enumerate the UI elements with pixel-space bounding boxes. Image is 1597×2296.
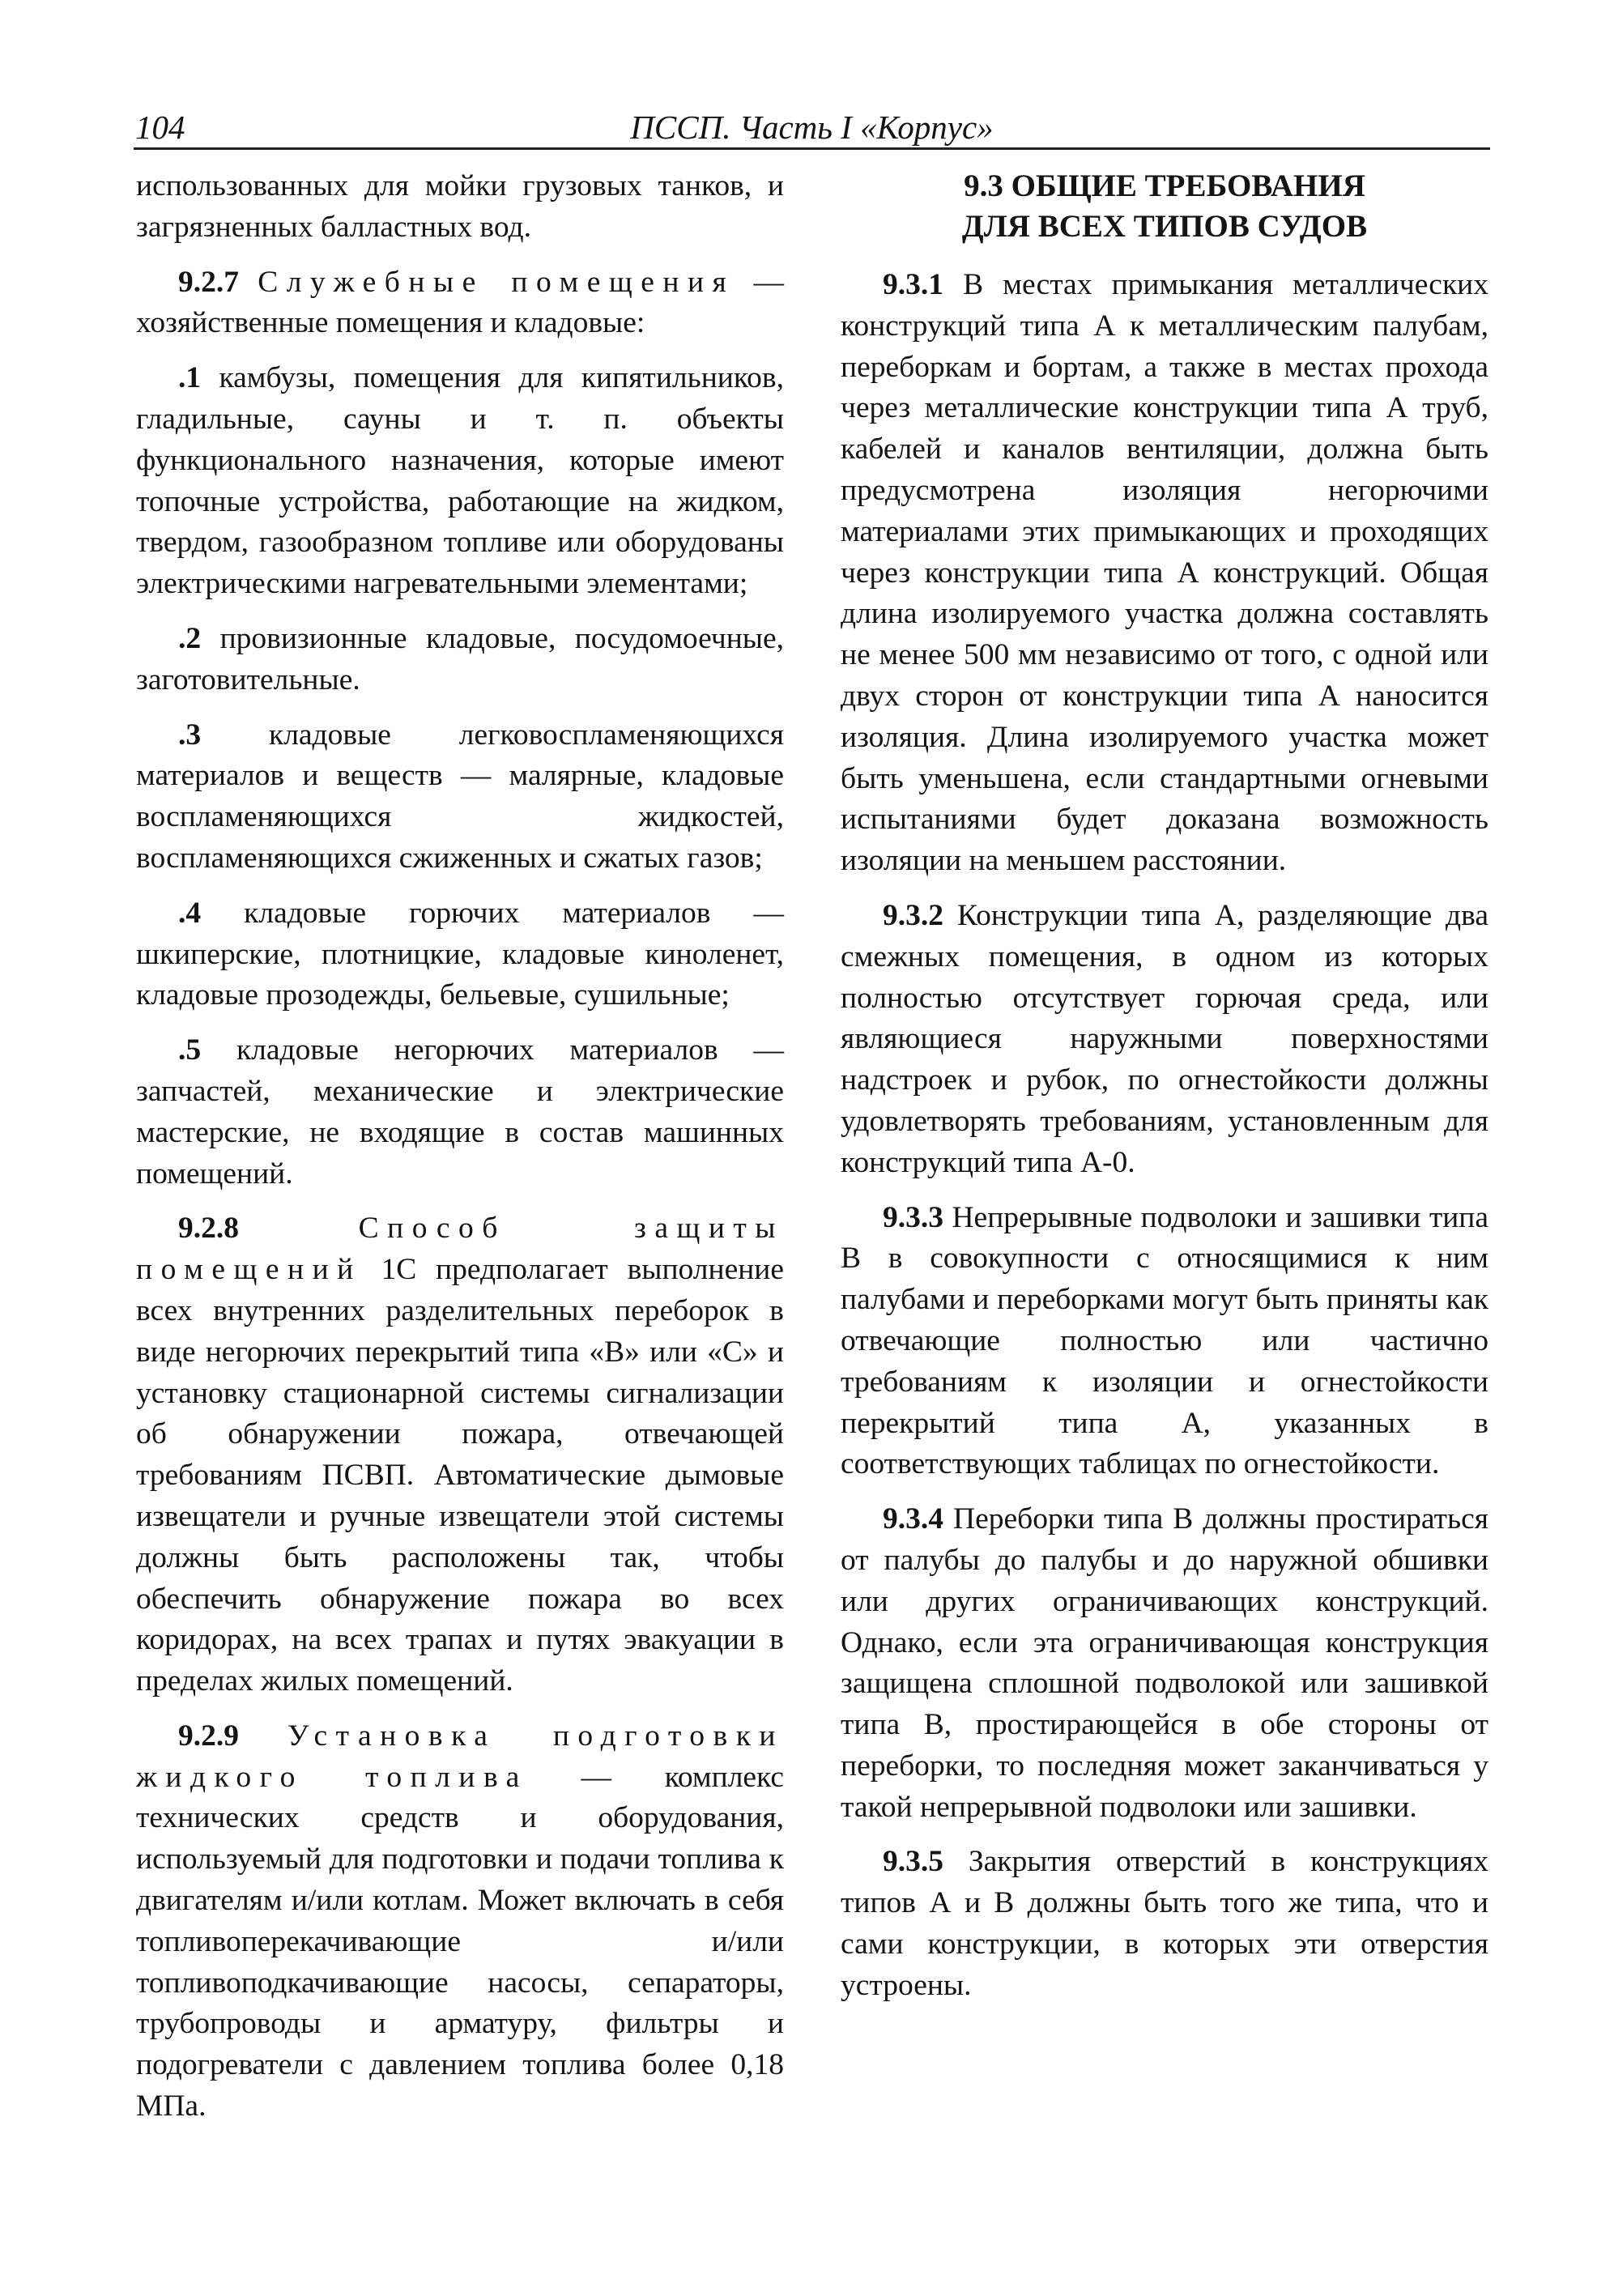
continued-paragraph: использованных для мойки грузовых танков, и загрязненных балластных вод. [136, 169, 784, 244]
list-item-3 [136, 715, 784, 880]
item-number: .1 [178, 361, 202, 395]
item-number: .4 [178, 896, 202, 930]
paragraph-number: 9.3.5 [883, 1845, 943, 1879]
section-heading [841, 166, 1488, 247]
paragraph-number: 9.3.3 [883, 1200, 943, 1234]
item-text: кладовые легковоспламеняющихся материалов и веществ — малярные, кладовые воспламеняющихся жидкостей, воспламеняющихся сжиженных и сжатых газов; [136, 718, 784, 875]
list-item-5 [136, 1030, 784, 1195]
item-number: .5 [178, 1033, 202, 1067]
right-column [841, 166, 1488, 2021]
paragraph-9-3-3 [841, 1198, 1488, 1486]
defined-term: Установка подготовки жидкого топлива [136, 1719, 784, 1794]
section-heading-line-2: ДЛЯ ВСЕХ ТИПОВ СУДОВ [961, 209, 1368, 244]
defined-term: Служебные помещения [258, 265, 735, 299]
paragraph-text: 1С предполагает выполнение всех внутренних разделительных переборок в виде негорючих перекрытий типа «В» или «С» и установку стационарной системы сигнализации об обнаружении пожара, отвечающей требованиям ПСВП. Автоматические дымовые извещатели и ручные извещатели этой системы должны быть расположены так, чтобы обеспечить обнаружение пожара во всех коридорах, на всех трапах и путях эвакуации в пределах жилых помещений. [136, 1253, 784, 1698]
paragraph-text: Закрытия отверстий в конструкциях типов А и В должны быть того же типа, что и сами конструкции, в которых эти отверстия устроены. [841, 1845, 1488, 2002]
paragraph-9-3-1 [841, 265, 1488, 882]
item-text: кладовые негорючих материалов — запчастей, механические и электрические мастерские, не входящие в состав машинных помещений. [136, 1033, 784, 1191]
page-header [134, 107, 1490, 150]
item-text: кладовые горючих материалов — шкиперские, плотницкие, кладовые киноленет, кладовые прозодежды, бельевые, сушильные; [136, 896, 784, 1012]
paragraph-number: 9.3.4 [883, 1502, 943, 1536]
paragraph-9-3-5 [841, 1842, 1488, 2006]
paragraph-text: Непрерывные подволоки и зашивки типа В в совокупности с относящимися к ним палубами и переборками могут быть приняты как отвечающие полностью или частично требованиям к изоляции и огнестойкости перекрытий типа А, указанных в соответствующих таблицах по огнестойкости. [841, 1200, 1488, 1481]
item-text: провизионные кладовые, посудомоечные, заготовительные. [136, 621, 784, 696]
paragraph-number: 9.3.1 [883, 268, 943, 301]
paragraph-9-2-8 [136, 1208, 784, 1702]
paragraph-9-2-7 [136, 262, 784, 345]
paragraph-text: В местах примыкания металлических конструкций типа А к металлическим палубам, переборкам и бортам, а также в местах прохода через металлические конструкции типа А труб, кабелей и каналов вентиляции, должна быть предусмотрена изоляция негорючими материалами этих примыкающих и проходящих через конструкции типа А конструкций. Общая длина изолируемого участка должна составлять не менее 500 мм независимо от того, с одной или двух сторон от конструкции типа А наносится изоляция. Длина изолируемого участка может быть уменьшена, если стандартными огневыми испытаниями будет доказана возможность изоляции на меньшем расстоянии. [841, 268, 1488, 878]
paragraph-9-3-4 [841, 1499, 1488, 1828]
page-number: 104 [135, 109, 185, 146]
item-number: .3 [178, 718, 202, 752]
paragraph-text: Переборки типа В должны простираться от палубы до палубы и до наружной обшивки или других ограничивающих конструкций. Однако, если эта ограничивающая конструкция защищена сплошной подволокой или зашивкой типа В, простирающейся в обе стороны от переборки, то последняя может заканчиваться у такой непрерывной подволоки или зашивки. [841, 1502, 1488, 1824]
defined-term: Способ защиты помещений [136, 1212, 784, 1287]
section-heading-line-1: 9.3 ОБЩИЕ ТРЕБОВАНИЯ [964, 168, 1365, 203]
paragraph-text: — хозяйственные помещения и кладовые: [136, 265, 785, 340]
left-column [136, 166, 784, 2141]
list-item-2 [136, 619, 784, 701]
paragraph-text: — комплекс технических средств и оборудования, используемый для подготовки и подачи топлива к двигателям и/или котлам. Может включать в себя топливоперекачивающие и/или топливоподкачивающие насосы, сепараторы, трубопроводы и арматуру, фильтры и подогреватели с давлением топлива более 0,18 МПа. [136, 1760, 785, 2123]
paragraph-text: Конструкции типа А, разделяющие два смежных помещения, в одном из которых полностью отсутствует горючая среда, или являющиеся наружными поверхностями надстроек и рубок, по огнестойкости должны удовлетворять требованиям, установленным для конструкций типа А-0. [841, 898, 1488, 1179]
paragraph-number: 9.3.2 [883, 898, 943, 932]
running-title: ПССП. Часть I «Корпус» [630, 109, 994, 146]
list-item-1 [136, 358, 784, 605]
item-number: .2 [178, 621, 202, 655]
paragraph-number: 9.2.9 [178, 1719, 239, 1753]
paragraph-9-3-2 [841, 896, 1488, 1184]
paragraph-number: 9.2.7 [178, 265, 239, 299]
list-item-4 [136, 893, 784, 1016]
item-text: камбузы, помещения для кипятильников, гладильные, сауны и т. п. объекты функционального назначения, которые имеют топочные устройства, работающие на жидком, твердом, газообразном топливе или оборудованы электрическими нагревательными элементами; [136, 361, 784, 601]
paragraph-9-2-9 [136, 1716, 784, 2128]
paragraph-number: 9.2.8 [178, 1212, 239, 1246]
